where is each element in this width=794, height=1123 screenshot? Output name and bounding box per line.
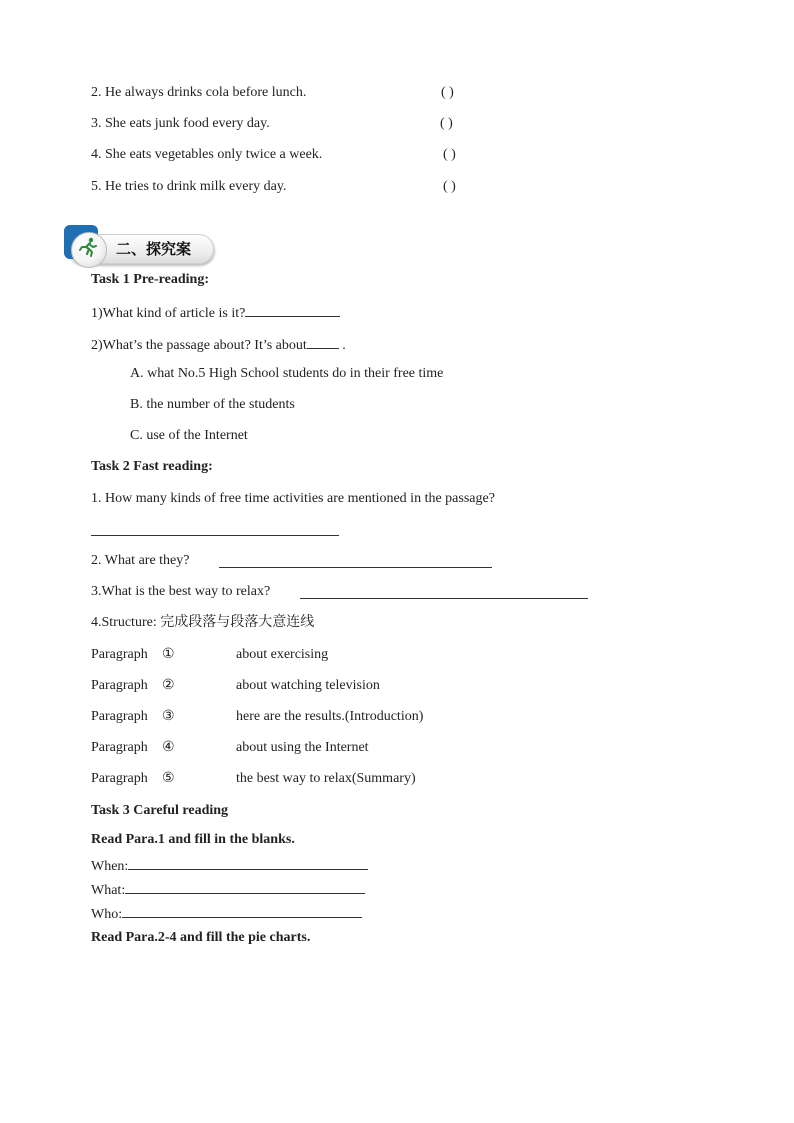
- tf-item-4-text: 4. She eats vegetables only twice a week.: [91, 147, 323, 162]
- task2-q3-answer-line[interactable]: [300, 598, 588, 599]
- task1-q1-text: 1)What kind of article is it?: [91, 306, 246, 321]
- task2-question-3: 3.What is the best way to relax?: [91, 584, 271, 599]
- paragraph-label-5: Paragraph: [91, 771, 148, 786]
- section-title: 二、探究案: [116, 240, 192, 258]
- paragraph-number-1[interactable]: ①: [162, 647, 175, 662]
- tf-item-2-text: 2. He always drinks cola before lunch.: [91, 85, 307, 100]
- paragraph-label-3: Paragraph: [91, 709, 148, 724]
- task1-question-2: [91, 334, 346, 355]
- task3-para24-instruction: Read Para.2-4 and fill the pie charts.: [91, 930, 311, 945]
- paragraph-number-4[interactable]: ④: [162, 740, 175, 755]
- paragraph-summary-4[interactable]: about using the Internet: [236, 740, 369, 755]
- paragraph-summary-2[interactable]: about watching television: [236, 678, 380, 693]
- task2-title: Task 2 Fast reading:: [91, 459, 213, 474]
- task2-q4-instruction: 完成段落与段落大意连线: [160, 614, 315, 630]
- tf-item-2-answer-bracket[interactable]: ( ): [441, 85, 454, 100]
- task3-what-label: What:: [91, 883, 126, 898]
- paragraph-label-4: Paragraph: [91, 740, 148, 755]
- tf-item-3-text: 3. She eats junk food every day.: [91, 116, 270, 131]
- paragraph-summary-3[interactable]: here are the results.(Introduction): [236, 709, 424, 724]
- paragraph-number-2[interactable]: ②: [162, 678, 175, 693]
- task1-option-b[interactable]: B. the number of the students: [130, 397, 295, 412]
- tf-item-5-answer-bracket[interactable]: ( ): [443, 179, 456, 194]
- task3-who-label: Who:: [91, 907, 123, 922]
- task1-q2-blank[interactable]: [307, 334, 339, 349]
- task1-option-c[interactable]: C. use of the Internet: [130, 428, 248, 443]
- paragraph-number-5[interactable]: ⑤: [162, 771, 175, 786]
- task3-who-blank[interactable]: [122, 903, 362, 918]
- tf-item-4-answer-bracket[interactable]: ( ): [443, 147, 456, 162]
- task1-option-a[interactable]: A. what No.5 High School students do in their free time: [130, 366, 444, 381]
- task1-question-1: [91, 302, 340, 323]
- task2-q2-answer-line[interactable]: [219, 567, 492, 568]
- task3-when-row: [91, 855, 368, 876]
- task3-when-blank[interactable]: [128, 855, 368, 870]
- task3-who-row: [91, 903, 362, 924]
- paragraph-number-3[interactable]: ③: [162, 709, 175, 724]
- task1-q2-text: 2)What’s the passage about? It’s about: [91, 338, 307, 353]
- task1-q2-period: .: [342, 338, 346, 353]
- task1-q1-blank[interactable]: [245, 302, 340, 317]
- runner-icon: [77, 236, 99, 258]
- tf-item-3-answer-bracket[interactable]: ( ): [440, 116, 453, 131]
- tf-item-5-text: 5. He tries to drink milk every day.: [91, 179, 287, 194]
- task3-what-blank[interactable]: [125, 879, 365, 894]
- task2-question-2: 2. What are they?: [91, 553, 190, 568]
- task2-q1-answer-line[interactable]: [91, 535, 339, 536]
- task3-para1-instruction: Read Para.1 and fill in the blanks.: [91, 832, 295, 847]
- paragraph-label-2: Paragraph: [91, 678, 148, 693]
- task3-title: Task 3 Careful reading: [91, 803, 229, 818]
- task3-when-label: When:: [91, 859, 129, 874]
- task3-what-row: [91, 879, 365, 900]
- paragraph-label-1: Paragraph: [91, 647, 148, 662]
- section-banner: [64, 225, 214, 267]
- task2-question-4: [91, 613, 314, 632]
- task1-title: Task 1 Pre-reading:: [91, 272, 209, 287]
- paragraph-summary-1[interactable]: about exercising: [236, 647, 329, 662]
- task2-question-1: 1. How many kinds of free time activities are mentioned in the passage?: [91, 491, 495, 506]
- paragraph-summary-5[interactable]: the best way to relax(Summary): [236, 771, 416, 786]
- task2-q4-label: 4.Structure:: [91, 615, 157, 630]
